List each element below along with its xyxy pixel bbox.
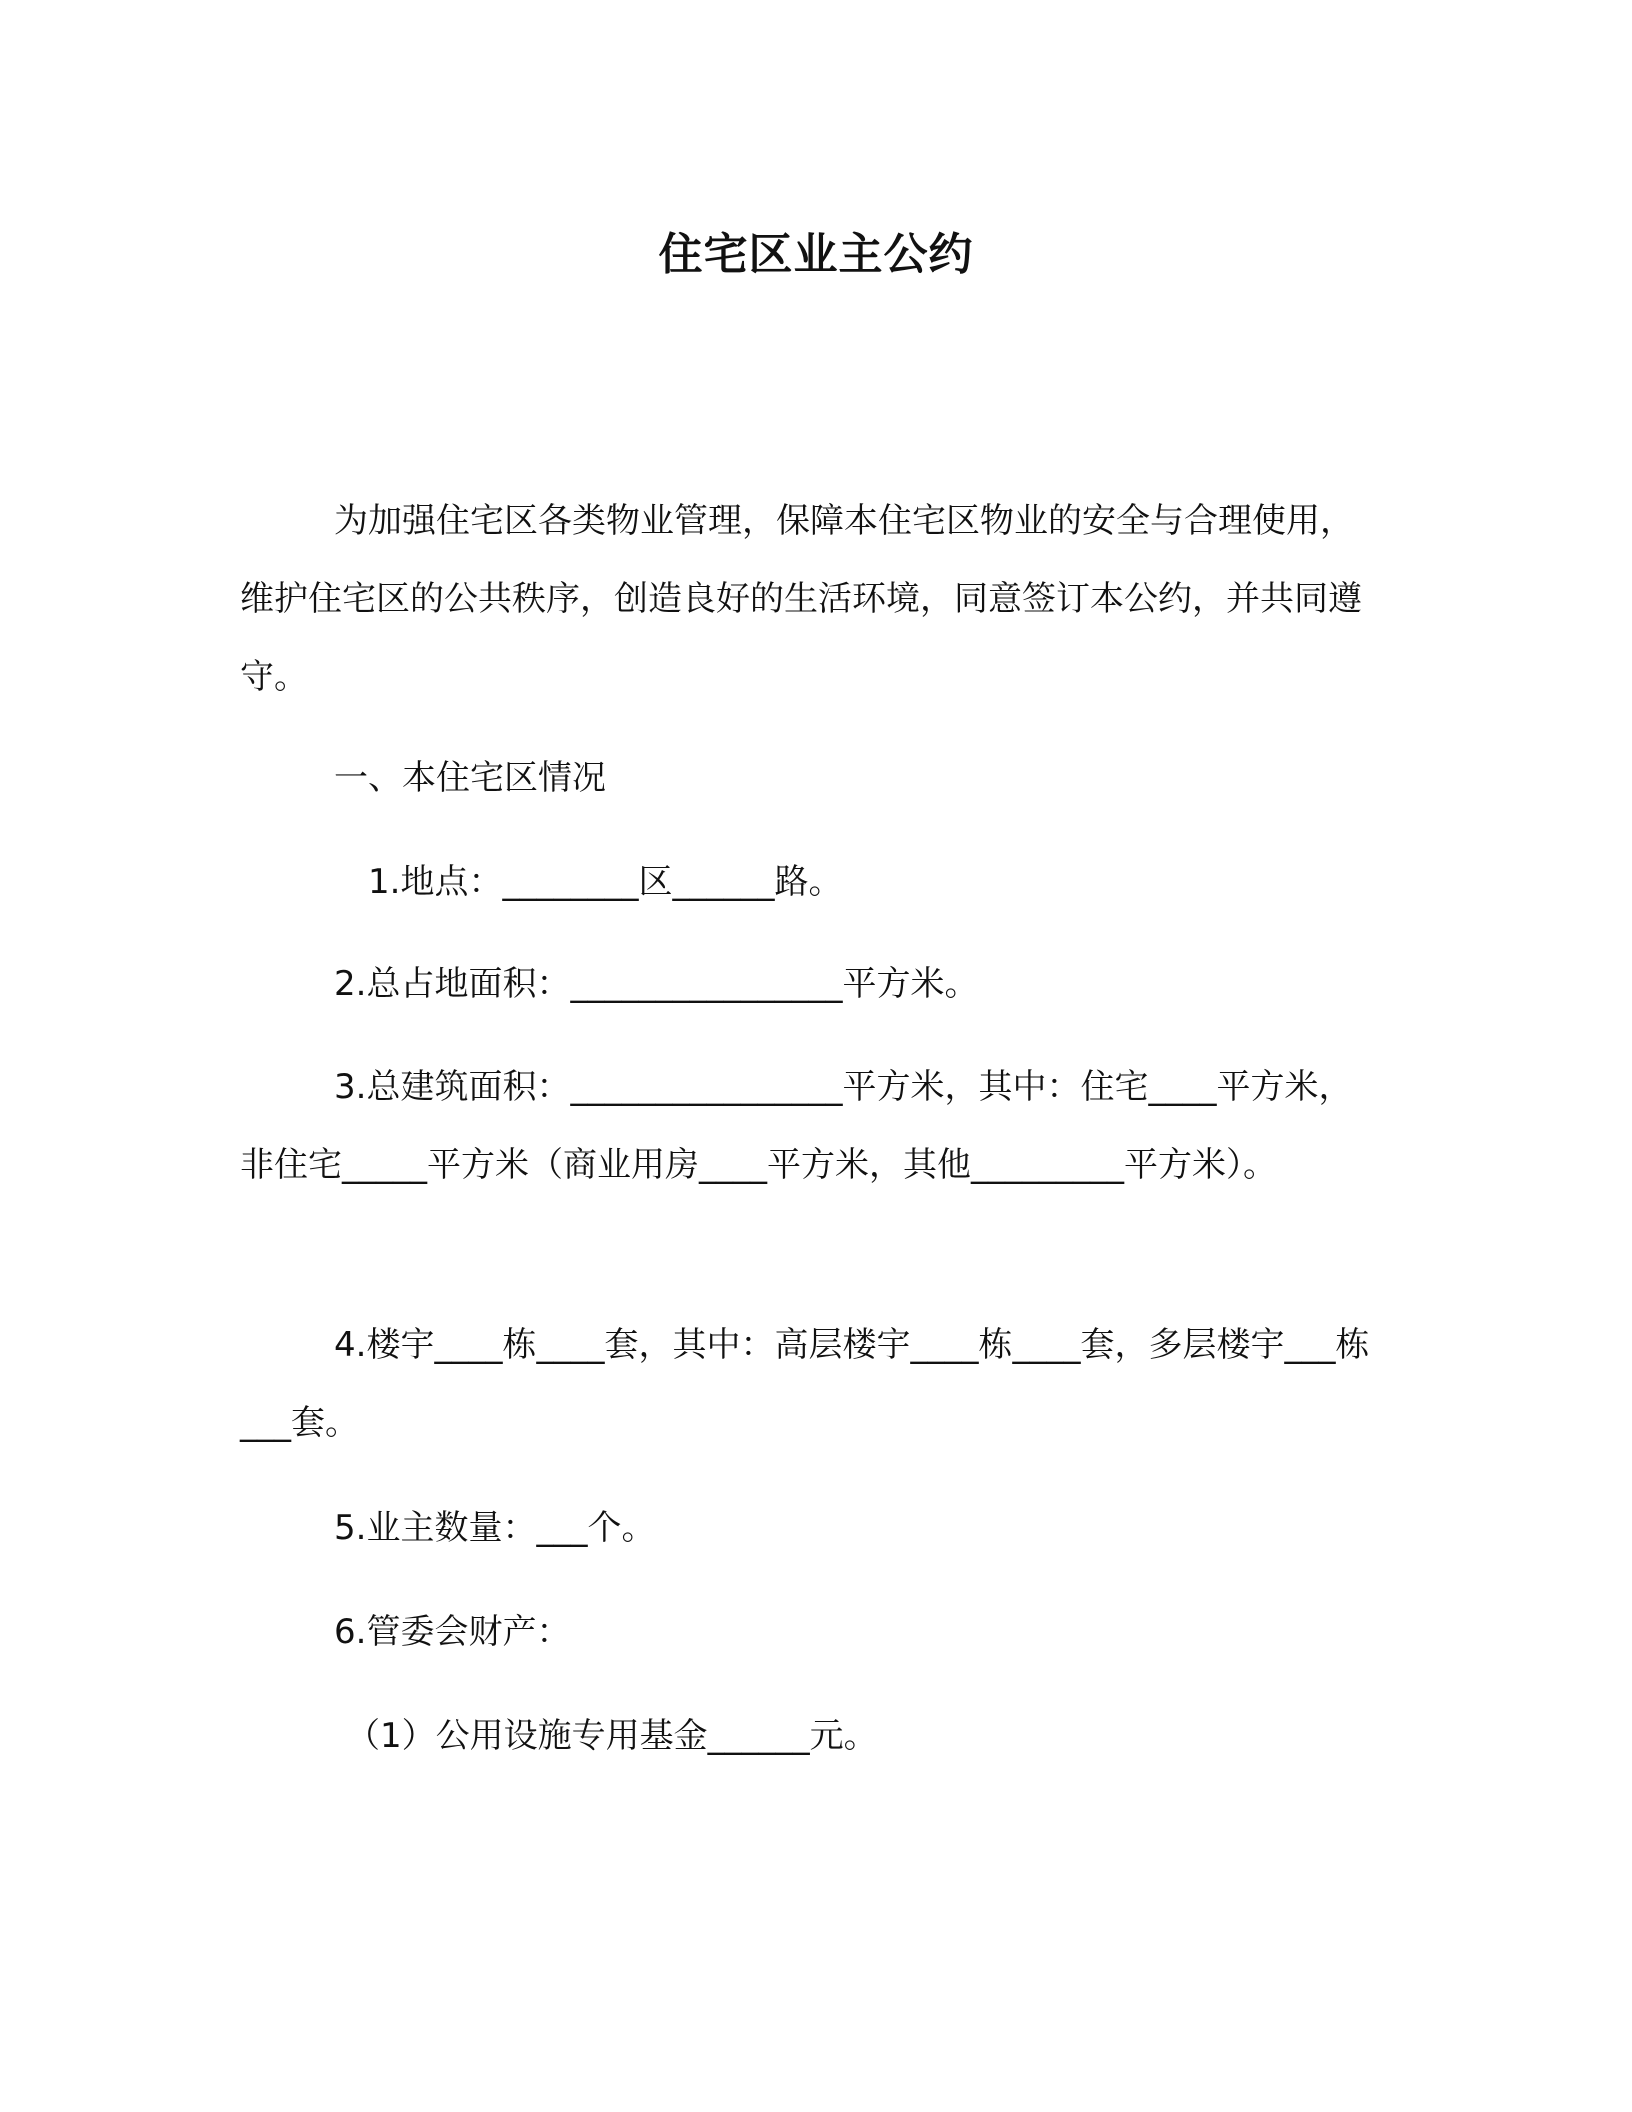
- intro-paragraph: 为加强住宅区各类物业管理，保障本住宅区物业的安全与合理使用，维护住宅区的公共秩序，创造良好的生活环境，同意签订本公约，并共同遵守。: [240, 501, 1362, 697]
- item-building-area: 3.总建筑面积：________________平方米，其中：住宅____平方米，非住宅_____平方米（商业用房____平方米，其他_________平方米）。: [240, 1067, 1353, 1185]
- document-title: 住宅区业主公约: [658, 229, 974, 280]
- item-land-area: 2.总占地面积：________________平方米。: [334, 964, 979, 1004]
- section-heading: 一、本住宅区情况: [334, 758, 606, 798]
- item-location: 1.地点：________区______路。: [368, 862, 843, 902]
- item-public-fund: （1）公用设施专用基金______元。: [346, 1716, 878, 1756]
- item-committee-property: 6.管委会财产：: [334, 1612, 571, 1652]
- item-buildings: 4.楼宇____栋____套，其中：高层楼宇____栋____套，多层楼宇___栋___套。: [240, 1325, 1370, 1443]
- item-owner-count: 5.业主数量：___个。: [334, 1508, 656, 1548]
